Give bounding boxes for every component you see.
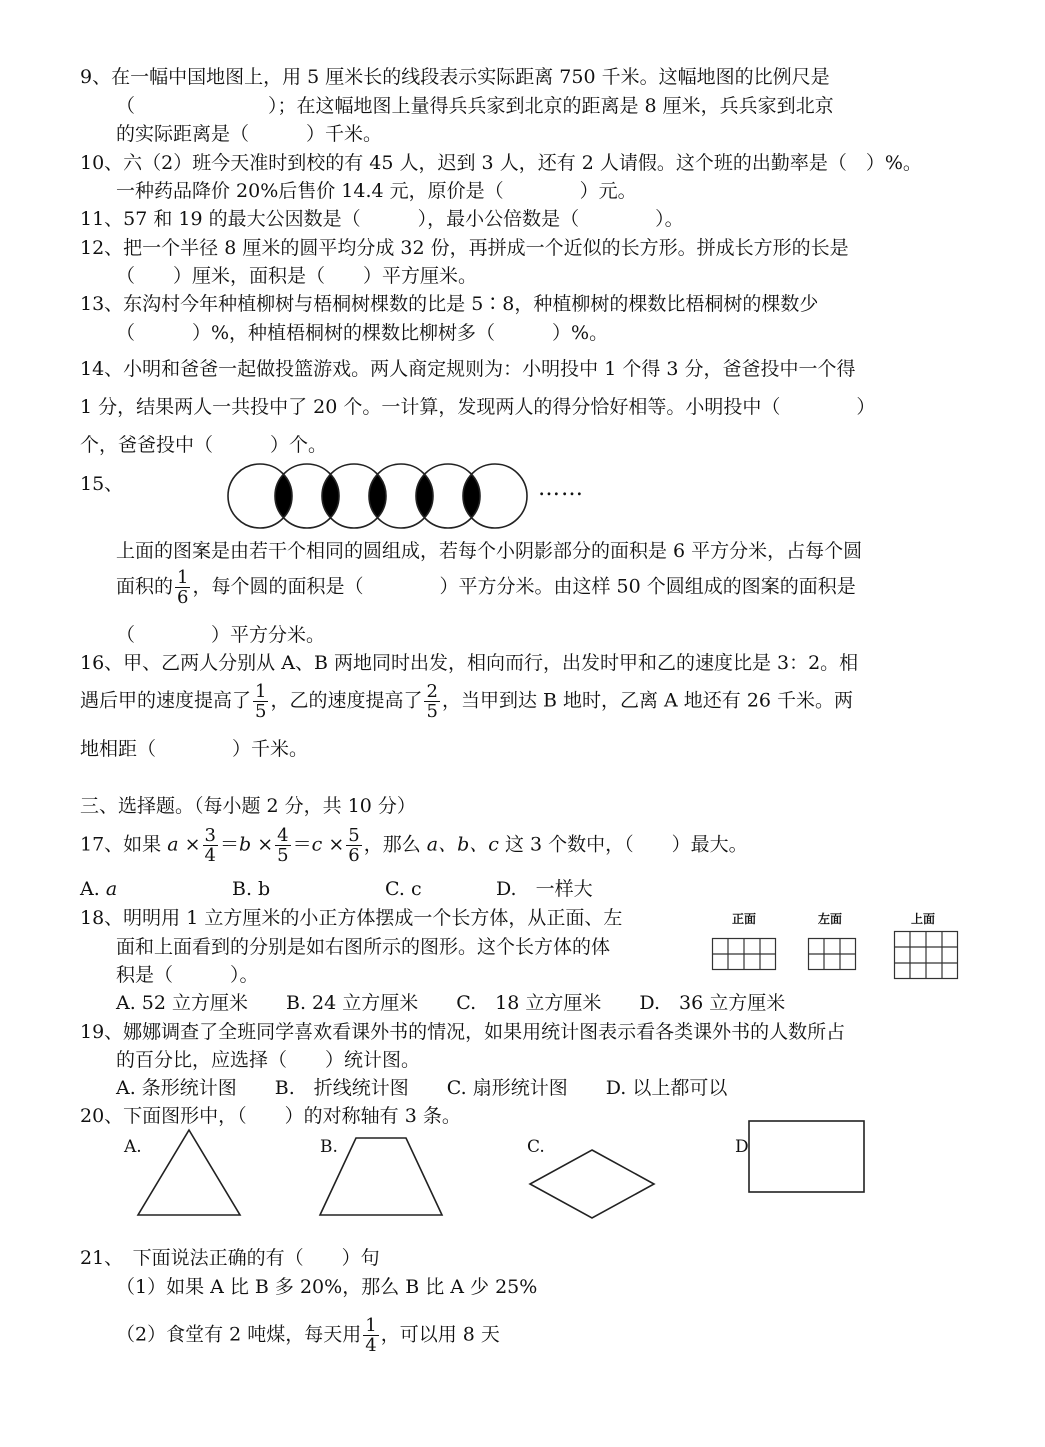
q10-line-2: 一种药品降价 20%后售价 14.4 元，原价是（ ）元。 [116, 180, 637, 202]
q11-line: 11、57 和 19 的最大公因数是（ ），最小公倍数是（ ）。 [80, 208, 684, 230]
q17-equals-1: ＝ [219, 833, 239, 856]
view-label-top: 上面 [911, 912, 936, 926]
rectangle-shape [748, 1120, 866, 1194]
q14-line-3: 个，爸爸投中（ ）个。 [80, 434, 328, 456]
q18-line-3: 积是（ ）。 [116, 964, 259, 986]
q17-var-a: a [167, 833, 179, 856]
q12-line-1: 12、把一个半径 8 厘米的圆平均分成 32 份，再拼成一个近似的长方形。拼成长方形的长是 [80, 237, 849, 259]
view-label-front: 正面 [732, 912, 757, 926]
q20-label-a: A. [124, 1137, 142, 1157]
q21-statement-2-part-2: ，可以用 8 天 [380, 1323, 500, 1346]
q15-circles-figure [220, 464, 560, 534]
q21-statement-2 [116, 1316, 500, 1355]
q18-options: A. 52 立方厘米 B. 24 立方厘米 C. 18 立方厘米 D. 36 立方厘米 [116, 992, 786, 1014]
q20-line: 20、下面图形中，（ ）的对称轴有 3 条。 [80, 1105, 461, 1127]
q15-line-2-part-1: 面积的 [116, 575, 174, 598]
q15-line-3: （ ）平方分米。 [116, 624, 326, 646]
left-view-grid [808, 938, 856, 970]
fraction-one-sixth [175, 568, 190, 607]
q16-line-2 [80, 682, 853, 721]
fraction-numerator: 4 [277, 825, 289, 846]
q16-line-3: 地相距（ ）千米。 [80, 738, 309, 760]
q21-statement-1: （1）如果 A 比 B 多 20%，那么 B 比 A 少 25% [116, 1276, 538, 1298]
q19-line-1: 19、娜娜调查了全班同学喜欢看课外书的情况，如果用统计图表示看各类课外书的人数所占 [80, 1021, 846, 1043]
q17-part-2: ，那么 [363, 833, 421, 856]
q19-line-2: 的百分比，应选择（ ）统计图。 [116, 1049, 421, 1071]
fraction-numerator: 1 [365, 1315, 377, 1336]
q15-number: 15、 [80, 473, 124, 495]
q15-line-1: 上面的图案是由若干个相同的圆组成，若每个小阴影部分的面积是 6 平方分米，占每个圆 [116, 540, 863, 562]
q17-var-c: c [311, 833, 323, 856]
q17-option-c: C. c [385, 878, 422, 900]
fraction-three-quarters [203, 826, 218, 865]
fraction-two-fifths [424, 682, 439, 721]
fraction-one-quarter [363, 1316, 378, 1355]
rhombus-shape [528, 1148, 656, 1220]
triangle-shape [136, 1128, 242, 1218]
q16-line-2-part-3: ，当甲到达 B 地时，乙离 A 地还有 26 千米。两 [441, 689, 854, 712]
q21-statement-2-part-1: （2）食堂有 2 吨煤，每天用 [116, 1323, 362, 1346]
fraction-denominator: 4 [204, 845, 216, 866]
fraction-denominator: 5 [426, 701, 438, 722]
q10-line-1: 10、六（2）班今天准时到校的有 45 人，迟到 3 人，还有 2 人请假。这个班的出勤率是（ ）%。 [80, 152, 922, 174]
fraction-denominator: 4 [365, 1335, 377, 1356]
q15-line-2 [116, 568, 856, 607]
option-a-letter: A. [80, 878, 100, 900]
q12-line-2: （ ）厘米，面积是（ ）平方厘米。 [116, 265, 478, 287]
q16-line-2-part-2: ，乙的速度提高了 [270, 689, 423, 712]
option-a-value: a [105, 878, 118, 900]
fraction-denominator: 6 [348, 845, 360, 866]
q17-times-3: × [328, 833, 345, 856]
top-view-grid [894, 931, 958, 979]
q14-line-2: 1 分，结果两人一共投中了 20 个。一计算，发现两人的得分恰好相等。小明投中（ ） [80, 396, 876, 418]
fraction-numerator: 1 [255, 681, 267, 702]
q15-ellipsis: …… [538, 476, 584, 501]
q17-part-1: 17、如果 [80, 833, 162, 856]
fraction-denominator: 6 [177, 587, 189, 608]
q15-line-2-part-2: ，每个圆的面积是（ ）平方分米。由这样 50 个圆组成的图案的面积是 [192, 575, 856, 598]
q21-line: 21、 下面说法正确的有（ ）句 [80, 1247, 380, 1269]
q14-line-1: 14、小明和爸爸一起做投篮游戏。两人商定规则为：小明投中 1 个得 3 分，爸爸投中一个得 [80, 358, 856, 380]
fraction-numerator: 1 [177, 567, 189, 588]
q9-line-1: 9、在一幅中国地图上，用 5 厘米长的线段表示实际距离 750 千米。这幅地图的比例尺是 [80, 66, 830, 88]
q17-option-a [80, 878, 117, 900]
q17-times-1: × [184, 833, 201, 856]
q16-line-2-part-1: 遇后甲的速度提高了 [80, 689, 252, 712]
front-view-grid [712, 938, 776, 970]
q17-option-d: D. 一样大 [496, 878, 593, 900]
fraction-numerator: 5 [348, 825, 360, 846]
fraction-one-fifth [253, 682, 268, 721]
fraction-five-sixths [346, 826, 361, 865]
q17-times-2: × [257, 833, 274, 856]
trapezoid-shape [318, 1136, 444, 1218]
q18-line-1: 18、明明用 1 立方厘米的小正方体摆成一个长方体，从正面、左 [80, 907, 623, 929]
q19-options: A. 条形统计图 B. 折线统计图 C. 扇形统计图 D. 以上都可以 [116, 1077, 728, 1099]
q17-part-3: 这 3 个数中，（ ）最大。 [504, 833, 748, 856]
q13-line-2: （ ）%，种植梧桐树的棵数比柳树多（ ）%。 [116, 322, 609, 344]
view-label-left: 左面 [818, 912, 843, 926]
q9-line-2: （ ）；在这幅地图上量得兵兵家到北京的距离是 8 厘米，兵兵家到北京 [116, 95, 834, 117]
q16-line-1: 16、甲、乙两人分别从 A、B 两地同时出发，相向而行，出发时甲和乙的速度比是 3：2。相 [80, 652, 859, 674]
q20-label-b: B. [320, 1137, 338, 1157]
q17-line [80, 826, 748, 865]
fraction-numerator: 3 [204, 825, 216, 846]
fraction-numerator: 2 [426, 681, 438, 702]
q18-line-2: 面和上面看到的分别是如右图所示的图形。这个长方体的体 [116, 936, 611, 958]
section-3-title: 三、选择题。（每小题 2 分，共 10 分） [80, 795, 416, 817]
q13-line-1: 13、东沟村今年种植柳树与梧桐树棵数的比是 5∶8，种植柳树的棵数比梧桐树的棵数少 [80, 293, 819, 315]
q9-line-3: 的实际距离是（ ）千米。 [116, 123, 383, 145]
q20-label-d: D [735, 1137, 749, 1157]
fraction-denominator: 5 [255, 701, 267, 722]
q17-equals-2: ＝ [292, 833, 312, 856]
q17-vars: a、b、c [426, 833, 499, 856]
q20-label-c: C. [527, 1137, 545, 1157]
q17-var-b: b [239, 833, 252, 856]
fraction-four-fifths [275, 826, 290, 865]
fraction-denominator: 5 [277, 845, 289, 866]
q17-option-b: B. b [232, 878, 271, 900]
